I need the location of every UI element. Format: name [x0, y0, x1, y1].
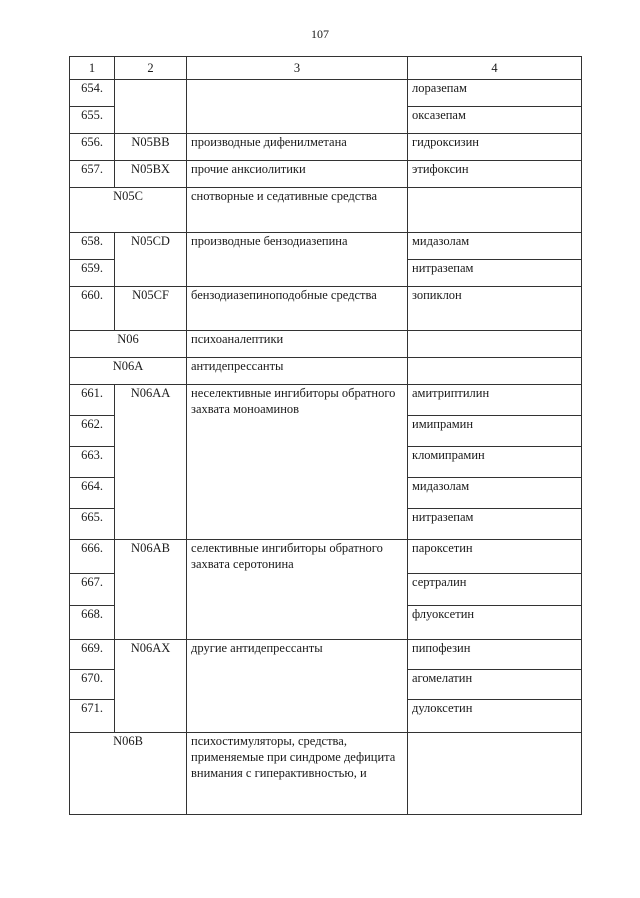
drug-name	[408, 733, 582, 815]
atc-code	[115, 80, 187, 134]
group-row	[70, 733, 582, 815]
atc-group-code: N05C	[70, 188, 187, 233]
row-number: 666.	[70, 540, 115, 574]
group-description: прочие анксиолитики	[187, 161, 408, 188]
atc-group-code: N06A	[70, 358, 187, 385]
group-description: бензодиазепиноподобные средства	[187, 287, 408, 331]
group-row	[70, 188, 582, 233]
row-number: 656.	[70, 134, 115, 161]
group-description	[187, 80, 408, 134]
drug-name: гидроксизин	[408, 134, 582, 161]
group-description: снотворные и седативные средства	[187, 188, 408, 233]
drug-name: пипофезин	[408, 640, 582, 670]
group-description: психостимуляторы, средства, применяемые при синдроме дефицита внимания с гиперактивностью, и	[187, 733, 408, 815]
row-number: 668.	[70, 606, 115, 640]
drug-name: оксазепам	[408, 107, 582, 134]
row-number: 671.	[70, 700, 115, 733]
group-description: селективные ингибиторы обратного захвата серотонина	[187, 540, 408, 640]
group-row	[70, 358, 582, 385]
column-header: 2	[115, 57, 187, 80]
row-number: 655.	[70, 107, 115, 134]
column-header: 1	[70, 57, 115, 80]
row-number: 670.	[70, 670, 115, 700]
drug-name: кломипрамин	[408, 447, 582, 478]
drug-name: сертралин	[408, 574, 582, 606]
row-number: 660.	[70, 287, 115, 331]
row-number: 662.	[70, 416, 115, 447]
page-number: 107	[311, 27, 329, 41]
drug-name: дулоксетин	[408, 700, 582, 733]
row-number: 658.	[70, 233, 115, 260]
header-row	[70, 57, 582, 80]
row-number: 664.	[70, 478, 115, 509]
atc-code: N05CF	[115, 287, 187, 331]
drug-name: зопиклон	[408, 287, 582, 331]
row-number: 667.	[70, 574, 115, 606]
group-description: неселективные ингибиторы обратного захвата моноаминов	[187, 385, 408, 540]
table-row	[70, 287, 582, 331]
table-row	[70, 233, 582, 260]
drug-name: нитразепам	[408, 260, 582, 287]
drug-name	[408, 331, 582, 358]
row-number: 657.	[70, 161, 115, 188]
atc-code: N06AX	[115, 640, 187, 733]
drug-name: мидазолам	[408, 478, 582, 509]
drug-name: мидазолам	[408, 233, 582, 260]
group-description: производные бензодиазепина	[187, 233, 408, 287]
drug-classification-table	[69, 56, 582, 815]
group-description: психоаналептики	[187, 331, 408, 358]
drug-name: флуоксетин	[408, 606, 582, 640]
row-number: 669.	[70, 640, 115, 670]
table-row	[70, 385, 582, 416]
atc-code: N05CD	[115, 233, 187, 287]
row-number: 659.	[70, 260, 115, 287]
drug-name: лоразепам	[408, 80, 582, 107]
drug-name: пароксетин	[408, 540, 582, 574]
drug-name: агомелатин	[408, 670, 582, 700]
table-row	[70, 640, 582, 670]
table-row	[70, 134, 582, 161]
drug-name: имипрамин	[408, 416, 582, 447]
drug-name: нитразепам	[408, 509, 582, 540]
group-description: производные дифенилметана	[187, 134, 408, 161]
atc-group-code: N06	[70, 331, 187, 358]
group-description: другие антидепрессанты	[187, 640, 408, 733]
column-header: 4	[408, 57, 582, 80]
column-header: 3	[187, 57, 408, 80]
row-number: 654.	[70, 80, 115, 107]
drug-name	[408, 188, 582, 233]
group-description: антидепрессанты	[187, 358, 408, 385]
row-number: 663.	[70, 447, 115, 478]
table-row	[70, 161, 582, 188]
atc-code: N05BB	[115, 134, 187, 161]
atc-code: N06AB	[115, 540, 187, 640]
atc-code: N05BX	[115, 161, 187, 188]
row-number: 665.	[70, 509, 115, 540]
row-number: 661.	[70, 385, 115, 416]
table-row	[70, 540, 582, 574]
atc-code: N06AA	[115, 385, 187, 540]
drug-name: этифоксин	[408, 161, 582, 188]
drug-name: амитриптилин	[408, 385, 582, 416]
drug-name	[408, 358, 582, 385]
atc-group-code: N06B	[70, 733, 187, 815]
group-row	[70, 331, 582, 358]
table-row	[70, 80, 582, 107]
